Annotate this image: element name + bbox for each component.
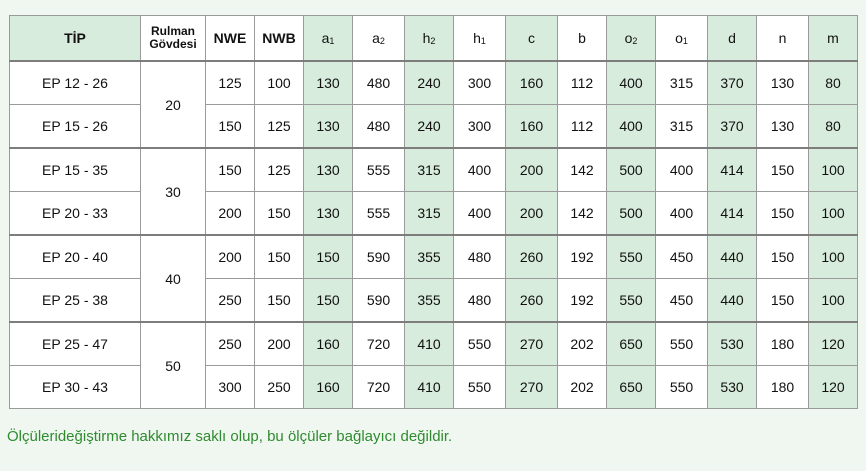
cell-a1: 150 (304, 235, 353, 279)
cell-a1: 130 (304, 148, 353, 192)
header-m: m (809, 16, 858, 62)
cell-nwe: 200 (206, 192, 255, 236)
header-b: b (558, 16, 607, 62)
cell-d: 530 (708, 322, 757, 366)
cell-nwb: 125 (255, 148, 304, 192)
cell-n: 130 (757, 105, 809, 149)
cell-a2: 555 (353, 192, 405, 236)
header-c: c (506, 16, 558, 62)
cell-tip: EP 20 - 33 (10, 192, 141, 236)
cell-n: 130 (757, 61, 809, 105)
header-h2: $h_2$ (405, 16, 454, 62)
cell-nwb: 150 (255, 235, 304, 279)
cell-d: 440 (708, 279, 757, 323)
cell-a1: 130 (304, 105, 353, 149)
cell-a1: 130 (304, 61, 353, 105)
cell-h2: 355 (405, 279, 454, 323)
cell-tip: EP 15 - 35 (10, 148, 141, 192)
cell-m: 100 (809, 235, 858, 279)
cell-nwb: 125 (255, 105, 304, 149)
cell-tip: EP 20 - 40 (10, 235, 141, 279)
cell-h2: 315 (405, 148, 454, 192)
cell-b: 202 (558, 366, 607, 409)
cell-a2: 480 (353, 105, 405, 149)
cell-h2: 240 (405, 61, 454, 105)
cell-h2: 355 (405, 235, 454, 279)
cell-h1: 300 (454, 105, 506, 149)
cell-m: 100 (809, 279, 858, 323)
cell-a2: 555 (353, 148, 405, 192)
cell-nwb: 150 (255, 192, 304, 236)
cell-o2: 550 (607, 235, 656, 279)
cell-o1: 450 (656, 279, 708, 323)
cell-m: 100 (809, 148, 858, 192)
cell-a1: 160 (304, 366, 353, 409)
header-row (10, 16, 858, 62)
cell-h2: 315 (405, 192, 454, 236)
cell-m: 120 (809, 322, 858, 366)
cell-d: 414 (708, 192, 757, 236)
cell-c: 160 (506, 61, 558, 105)
cell-b: 112 (558, 61, 607, 105)
cell-c: 270 (506, 322, 558, 366)
header-nwe: NWE (206, 16, 255, 62)
cell-tip: EP 25 - 38 (10, 279, 141, 323)
cell-n: 180 (757, 366, 809, 409)
cell-o1: 400 (656, 148, 708, 192)
cell-nwe: 200 (206, 235, 255, 279)
table-row (10, 105, 858, 149)
cell-o1: 550 (656, 322, 708, 366)
cell-a2: 480 (353, 61, 405, 105)
cell-a2: 590 (353, 279, 405, 323)
header-o1: $o_1$ (656, 16, 708, 62)
cell-nwe: 250 (206, 322, 255, 366)
cell-n: 180 (757, 322, 809, 366)
header-n: n (757, 16, 809, 62)
cell-d: 414 (708, 148, 757, 192)
cell-n: 150 (757, 279, 809, 323)
cell-m: 100 (809, 192, 858, 236)
cell-d: 370 (708, 61, 757, 105)
cell-a1: 160 (304, 322, 353, 366)
cell-h1: 550 (454, 322, 506, 366)
cell-o1: 450 (656, 235, 708, 279)
cell-m: 80 (809, 105, 858, 149)
dimension-table (9, 15, 858, 409)
cell-nwe: 300 (206, 366, 255, 409)
table-row (10, 235, 858, 279)
cell-c: 200 (506, 192, 558, 236)
cell-nwe: 150 (206, 148, 255, 192)
cell-b: 192 (558, 235, 607, 279)
cell-d: 370 (708, 105, 757, 149)
header-nwb: NWB (255, 16, 304, 62)
cell-m: 120 (809, 366, 858, 409)
cell-a1: 150 (304, 279, 353, 323)
cell-h1: 300 (454, 61, 506, 105)
header-tip: TİP (10, 16, 141, 62)
cell-c: 160 (506, 105, 558, 149)
header-d: d (708, 16, 757, 62)
header-a2: $a_2$ (353, 16, 405, 62)
cell-b: 142 (558, 192, 607, 236)
cell-o2: 500 (607, 148, 656, 192)
cell-c: 260 (506, 279, 558, 323)
cell-o1: 550 (656, 366, 708, 409)
cell-h1: 480 (454, 235, 506, 279)
cell-h1: 550 (454, 366, 506, 409)
cell-nwe: 150 (206, 105, 255, 149)
cell-nwb: 100 (255, 61, 304, 105)
cell-tip: EP 25 - 47 (10, 322, 141, 366)
cell-nwb: 200 (255, 322, 304, 366)
cell-a2: 720 (353, 366, 405, 409)
cell-o2: 650 (607, 366, 656, 409)
cell-n: 150 (757, 148, 809, 192)
cell-h2: 240 (405, 105, 454, 149)
cell-o2: 650 (607, 322, 656, 366)
cell-rulman-group: 40 (141, 235, 206, 322)
cell-nwb: 150 (255, 279, 304, 323)
cell-m: 80 (809, 61, 858, 105)
cell-tip: EP 12 - 26 (10, 61, 141, 105)
cell-c: 270 (506, 366, 558, 409)
header-a1: $a_1$ (304, 16, 353, 62)
cell-o2: 550 (607, 279, 656, 323)
cell-o2: 400 (607, 61, 656, 105)
cell-c: 200 (506, 148, 558, 192)
cell-rulman-group: 20 (141, 61, 206, 148)
cell-b: 112 (558, 105, 607, 149)
header-h1: $h_1$ (454, 16, 506, 62)
table-row (10, 366, 858, 409)
cell-h1: 400 (454, 192, 506, 236)
cell-o2: 500 (607, 192, 656, 236)
cell-h2: 410 (405, 322, 454, 366)
cell-n: 150 (757, 235, 809, 279)
cell-a1: 130 (304, 192, 353, 236)
cell-nwe: 125 (206, 61, 255, 105)
table-row (10, 148, 858, 192)
cell-o1: 400 (656, 192, 708, 236)
table-row (10, 322, 858, 366)
cell-rulman-group: 30 (141, 148, 206, 235)
table-row (10, 192, 858, 236)
cell-nwe: 250 (206, 279, 255, 323)
cell-a2: 720 (353, 322, 405, 366)
cell-tip: EP 30 - 43 (10, 366, 141, 409)
header-o2: $o_2$ (607, 16, 656, 62)
cell-rulman-group: 50 (141, 322, 206, 409)
cell-n: 150 (757, 192, 809, 236)
cell-b: 192 (558, 279, 607, 323)
cell-h1: 480 (454, 279, 506, 323)
cell-a2: 590 (353, 235, 405, 279)
header-rulman: Rulman Gövdesi (141, 16, 206, 62)
cell-o1: 315 (656, 105, 708, 149)
cell-b: 142 (558, 148, 607, 192)
table-row (10, 279, 858, 323)
cell-tip: EP 15 - 26 (10, 105, 141, 149)
cell-o2: 400 (607, 105, 656, 149)
cell-c: 260 (506, 235, 558, 279)
cell-d: 440 (708, 235, 757, 279)
cell-d: 530 (708, 366, 757, 409)
cell-h2: 410 (405, 366, 454, 409)
disclaimer-note: Ölçülerideğiştirme hakkımız saklı olup, bu ölçüler bağlayıcı değildir. (7, 428, 453, 445)
cell-o1: 315 (656, 61, 708, 105)
cell-b: 202 (558, 322, 607, 366)
cell-h1: 400 (454, 148, 506, 192)
cell-nwb: 250 (255, 366, 304, 409)
table-row (10, 61, 858, 105)
